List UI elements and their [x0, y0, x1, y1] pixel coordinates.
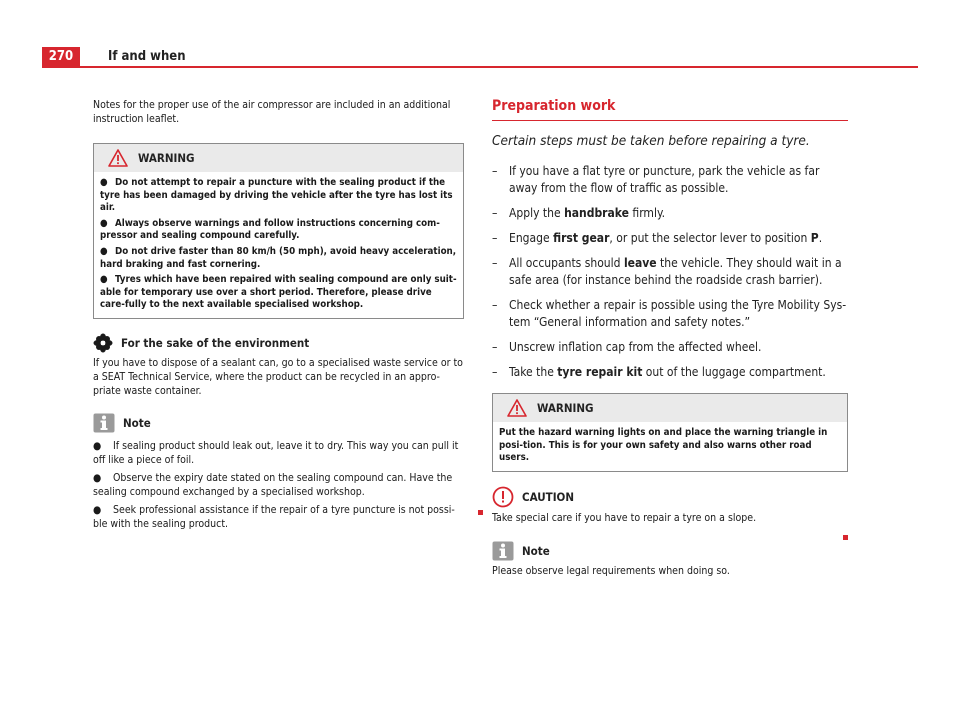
- header-rule: [42, 66, 918, 68]
- page-header-title: If and when: [108, 49, 186, 64]
- info-icon: [492, 541, 514, 561]
- caution-icon: [492, 486, 514, 508]
- caution-text: Take special care if you have to repair a tyre on a slope.: [492, 511, 757, 524]
- section-end-marker: [478, 510, 483, 515]
- right-note-section: [492, 541, 848, 578]
- section-end-marker: [843, 535, 848, 540]
- environment-text: If you have to dispose of a sealant can, go to a specialised waste service or to a SEAT Technical Service, where the product can be recycled in an appro-priate waste container.: [93, 356, 463, 397]
- step-item: – All occupants should leave the vehicle. They should wait in a safe area (for instance behind the roadside crash barrier).: [492, 256, 842, 287]
- environment-section: [93, 333, 464, 398]
- step-item: – Take the tyre repair kit out of the luggage compartment.: [492, 365, 826, 379]
- step-item: – Apply the handbrake firmly.: [492, 206, 666, 220]
- right-note-header: [492, 541, 848, 561]
- environment-header: [93, 333, 464, 353]
- right-note-title: Note: [522, 543, 550, 558]
- warning-header: [94, 144, 463, 172]
- warning-box: [93, 143, 464, 319]
- right-warning-body: [493, 422, 847, 471]
- warning-item: ● Do not drive faster than 80 km/h (50 mph), avoid heavy acceleration, hard braking and fast cornering.: [100, 245, 457, 270]
- warning-item: ● Do not attempt to repair a puncture with the sealing product if the tyre has been damaged by driving the vehicle after the tyre has lost its air.: [100, 177, 453, 214]
- page-number: 270: [42, 47, 80, 67]
- section-subtitle: Certain steps must be taken before repairing a tyre.: [492, 133, 810, 149]
- step-item: – Engage first gear, or put the selector lever to position P.: [492, 231, 823, 245]
- intro-text: Notes for the proper use of the air compressor are included in an additional instruction leaflet.: [93, 99, 451, 125]
- warning-item: ● Tyres which have been repaired with sealing compound are only suit-able for temporary use over a short period. Therefore, please drive care-fully to the next available specialised workshop.: [100, 274, 457, 311]
- note-section: [93, 413, 464, 531]
- note-title: Note: [123, 415, 151, 430]
- step-item: – If you have a flat tyre or puncture, park the vehicle as far away from the flow of traffic as possible.: [492, 164, 820, 195]
- warning-title: WARNING: [138, 151, 195, 165]
- section-title: Preparation work: [492, 98, 848, 121]
- step-item: – Check whether a repair is possible using the Tyre Mobility Sys-tem “General information and safety notes.”: [492, 298, 847, 329]
- right-column: [492, 98, 848, 578]
- warning-body: [94, 172, 463, 318]
- note-item: ● If sealing product should leak out, leave it to dry. This way you can pull it off like a piece of foil.: [93, 439, 459, 466]
- note-item: ● Observe the expiry date stated on the sealing compound can. Have the sealing compound exchanged by a specialised workshop.: [93, 471, 453, 498]
- right-warning-box: [492, 393, 848, 472]
- warning-triangle-icon: [507, 399, 527, 417]
- caution-title: CAUTION: [522, 489, 575, 504]
- note-item: ● Seek professional assistance if the repair of a tyre puncture is not possi-ble with the sealing product.: [93, 503, 455, 530]
- left-column: [93, 98, 464, 535]
- caution-header: [492, 486, 848, 508]
- warning-item: ● Always observe warnings and follow instructions concerning com-pressor and sealing compound carefully.: [100, 217, 440, 242]
- steps-list: [492, 163, 848, 381]
- right-warning-text: Put the hazard warning lights on and place the warning triangle in posi-tion. This is for your own safety and also warns other road users.: [499, 427, 828, 464]
- warning-triangle-icon: [108, 149, 128, 167]
- info-icon: [93, 413, 115, 433]
- right-note-text: Please observe legal requirements when doing so.: [492, 564, 730, 577]
- right-warning-title: WARNING: [537, 401, 594, 415]
- note-header: [93, 413, 464, 433]
- caution-section: [492, 486, 848, 525]
- step-item: – Unscrew inflation cap from the affected wheel.: [492, 340, 762, 354]
- flower-icon: [93, 333, 113, 353]
- environment-title: For the sake of the environment: [121, 335, 310, 350]
- right-warning-header: [493, 394, 847, 422]
